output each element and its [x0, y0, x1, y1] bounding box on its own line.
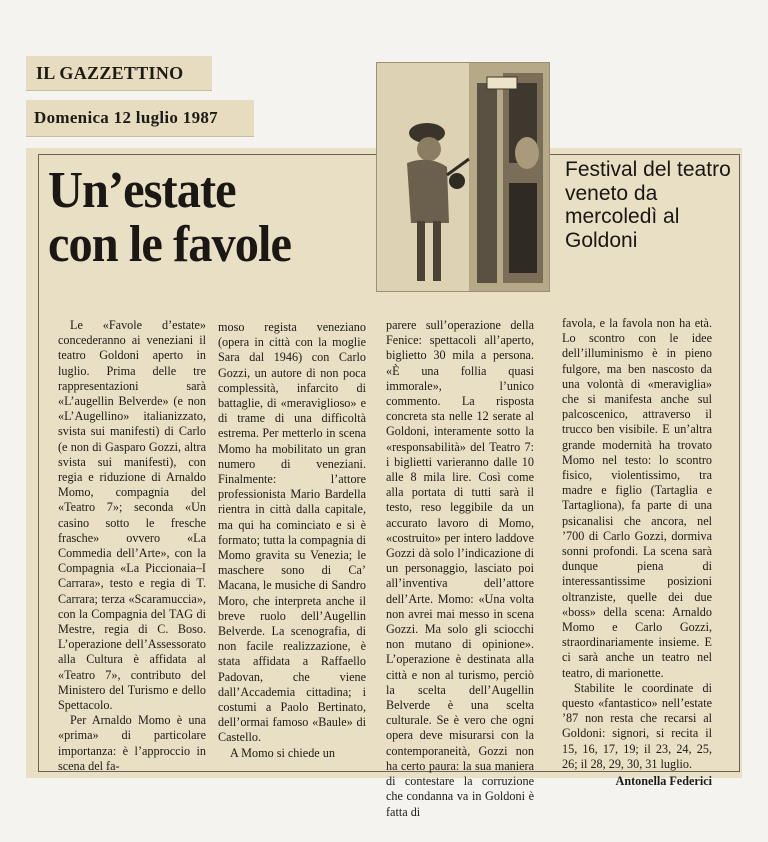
paragraph: Per Arnaldo Momo è una «prima» di particolare importanza: è l’approccio in scena del fa- [58, 713, 206, 773]
headline-line-2: con le favole [48, 216, 292, 273]
subheadline: Festival del teatro veneto da mercoledì al Goldoni [565, 158, 731, 252]
paragraph: A Momo si chiede un [230, 745, 335, 760]
article-column-3 [386, 318, 534, 820]
newspaper-date: Domenica 12 luglio 1987 [34, 108, 218, 127]
article-column-4 [562, 316, 712, 789]
paragraph: favola, e la favola non ha età. Lo scontro con le idee dell’illuminismo è in pieno fulgore, ma ben nascosto da una volontà di «meraviglia» che si manifesta anche sul palcoscenico, attraverso il trucco ben visibile. E un’altra grande modernità ha trovato Momo nel testo: lo scontro fisico, violentissimo, tra madre e figlio (Tartaglia e Tartagliona), fa parte di una psicanalisi che ancora, nel ’700 di Carlo Gozzi, dormiva sonni profondi. La scena sarà dunque piena di interessantissime posizioni oltranziste, quelle dei due «boss» della scena: Arnaldo Momo e Carlo Gozzi, straordinariamente insieme. E ci sarà anche un teatro nel teatro, di marionette. [562, 316, 712, 680]
newspaper-date-strip [26, 100, 254, 136]
paragraph: moso regista veneziano (opera in città con la moglie Sara dal 1946) con Carlo Gozzi, un autore di non poca complessità, infarcito di battaglie, di «meraviglioso» e di trame di una difficoltà estrema. Per metterlo in scena Momo ha mobilitato un gran numero di veneziani. Finalmente: l’attore professionista Mario Bardella rientra in città dalla capitale, ma qui ha cominciato e si è formato; tutta la compagnia di Momo gravita su Venezia; le maschere sono di Ca’ Macana, le musiche di Sandro Moro, che interpreta anche il breve ruolo dell’Augellin Belverde. La scenografia, di non facile realizzazione, è stata affidata a Raffaello Padovan, che viene dall’Accademia cittadina; i costumi a Paolo Bertinato, dell’ormai famoso «Baule» di Castello. [218, 320, 366, 745]
paragraph: Le «Favole d’estate» concederanno ai veneziani il teatro Goldoni aperto in luglio. Prima delle tre rappresentazioni sarà «L’augellin Belverde» (e non «L’Augellino» italianizzato, svista sui manifesti) di Carlo (e non di Gasparo Gozzi, altra svista sui manifesti), con regia e riduzione di Arnaldo Momo, compagnia del «Teatro 7»; seconda «Un casino sotto le fresche frasche» ovvero «La Commedia dell’Arte», con la Compagnia «La Piccionaia–I Carrara», testo e regia di T. Carrara; terza «Scaramuccia», con la Compagnia del TAG di Mestre, regia di C. Boso. L’operazione dell’Assessorato alla Cultura è affidata al «Teatro 7», contributo del Ministero del Turismo e dello Spettacolo. [58, 318, 206, 713]
paragraph: Stabilite le coordinate di questo «fantastico» nell’estate ’87 non resta che recarsi al Goldoni: signori, si recita il 15, 16, 17, 19; il 23, 24, 25, 26; il 28, 29, 30, 31 luglio. [562, 680, 712, 771]
article-column-2 [218, 320, 366, 761]
author-signature: Antonella Federici [615, 774, 712, 789]
theatre-figure-illustration [376, 62, 550, 292]
headline-line-1: Un’estate [48, 162, 236, 219]
article-column-1 [58, 318, 206, 774]
newspaper-name: IL GAZZETTINO [36, 63, 184, 83]
newspaper-name-strip [26, 56, 212, 90]
paragraph: parere sull’operazione della Fenice: spettacoli all’aperto, biglietto 30 mila a persona. «È una follia quasi immorale», l’unico commento. La risposta concreta sta nelle 12 serate al Goldoni, interamente sotto la «responsabilità» del Teatro 7: i biglietti varieranno dalle 10 alle 8 mila lire. Così come alla portata di tutti sarà il testo, reso leggibile da un accurato lavoro di Momo, «costruito» per intero laddove Gozzi dà solo l’indicazione di un personaggio, lasciato poi all’inventiva dell’attore dell’Arte. Momo: «Una volta non avrei mai messo in scena Gozzi. Ma solo gli sciocchi non mutano di opinione». L’operazione è destinata alla città e non al turismo, perciò la scelta dell’Augellin Belverde è una scelta culturale. Se è vero che ogni opera deve misurarsi con la contemporaneità, Gozzi non ha certo paura: la sua maniera di contestare la corruzione che condanna va in Goldoni è fatta di [386, 318, 534, 819]
headline [48, 164, 355, 272]
